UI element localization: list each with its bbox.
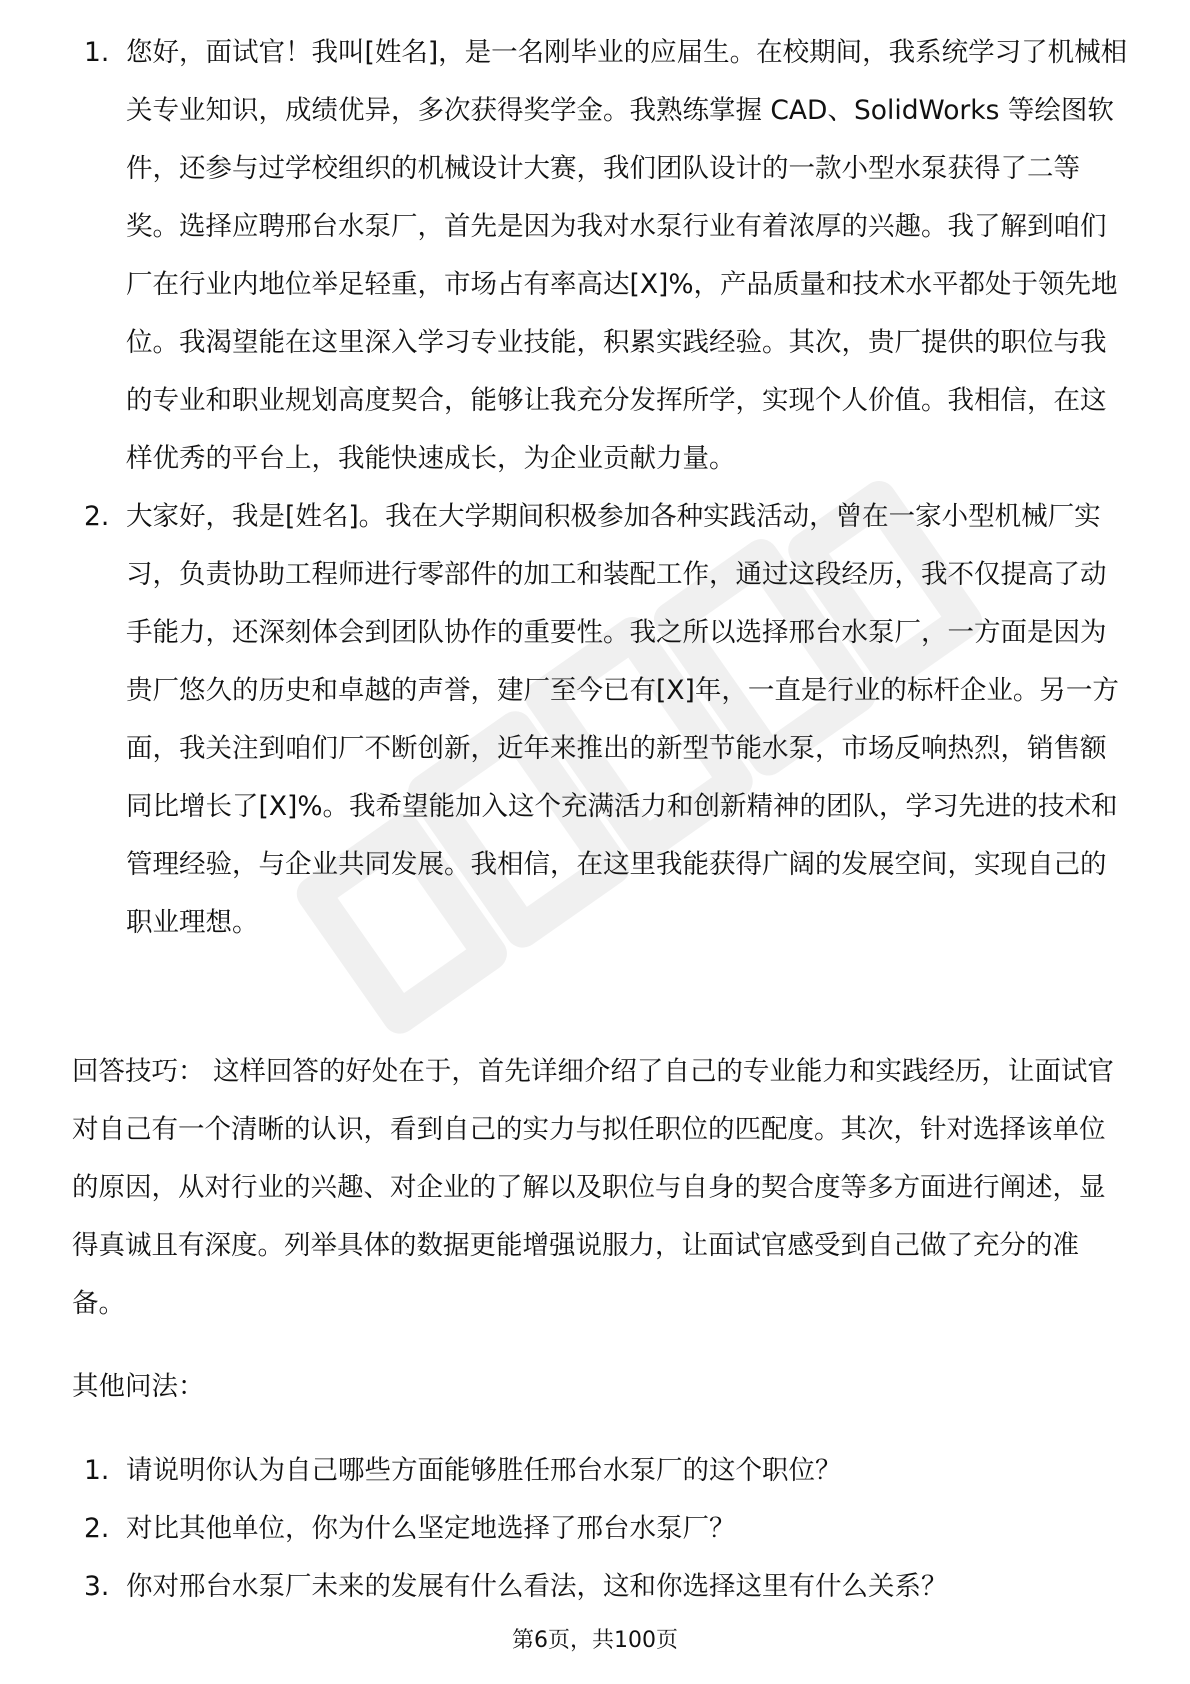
other-questions-heading: 其他问法：	[72, 1371, 205, 1402]
question-text: 请说明你认为自己哪些方面能够胜任邢台水泵厂的这个职位？	[126, 1455, 842, 1486]
question-text: 对比其他单位，你为什么坚定地选择了邢台水泵厂？	[126, 1513, 736, 1544]
page-number-footer: 第6页，共100页	[512, 1628, 678, 1653]
answer-list	[72, 24, 1128, 952]
list-item	[72, 1500, 1128, 1558]
list-number: 1.	[84, 37, 110, 68]
answer-item-2	[72, 488, 1128, 952]
answer-text: 大家好，我是[姓名]。我在大学期间积极参加各种实践活动，曾在一家小型机械厂实习，负责协助工程师进行零部件的加工和装配工作，通过这段经历，我不仅提高了动手能力，还深刻体会到团队协作的重要性。我之所以选择邢台水泵厂，一方面是因为贵厂悠久的历史和卓越的声誉，建厂至今已有[X]年，一直是行业的标杆企业。另一方面，我关注到咱们厂不断创新，近年来推出的新型节能水泵，市场反响热烈，销售额同比增长了[X]%。我希望能加入这个充满活力和创新精神的团队，学习先进的技术和管理经验，与企业共同发展。我相信，在这里我能获得广阔的发展空间，实现自己的职业理想。	[126, 501, 1119, 938]
list-number: 2.	[84, 501, 110, 532]
list-number: 1.	[84, 1455, 110, 1486]
answer-item-1	[72, 24, 1128, 488]
list-number: 3.	[84, 1571, 110, 1602]
list-number: 2.	[84, 1513, 110, 1544]
tips-text: 这样回答的好处在于，首先详细介绍了自己的专业能力和实践经历，让面试官对自己有一个清晰的认识，看到自己的实力与拟任职位的匹配度。其次，针对选择该单位的原因，从对行业的兴趣、对企业的了解以及职位与自身的契合度等多方面进行阐述，显得真诚且有深度。列举具体的数据更能增强说服力，让面试官感受到自己做了充分的准备。	[72, 1056, 1114, 1319]
list-item	[72, 1442, 1128, 1500]
answer-text: 您好，面试官！我叫[姓名]，是一名刚毕业的应届生。在校期间，我系统学习了机械相关专业知识，成绩优异，多次获得奖学金。我熟练掌握 CAD、SolidWorks 等绘图软件，还参与过学校组织的机械设计大赛，我们团队设计的一款小型水泵获得了二等奖。选择应聘邢台水泵厂，首先是因为我对水泵行业有着浓厚的兴趣。我了解到咱们厂在行业内地位举足轻重，市场占有率高达[X]%，产品质量和技术水平都处于领先地位。我渴望能在这里深入学习专业技能，积累实践经验。其次，贵厂提供的职位与我的专业和职业规划高度契合，能够让我充分发挥所学，实现个人价值。我相信，在这样优秀的平台上，我能快速成长，为企业贡献力量。	[126, 37, 1128, 474]
question-text: 你对邢台水泵厂未来的发展有什么看法，这和你选择这里有什么关系？	[126, 1571, 948, 1602]
tips-label: 回答技巧：	[72, 1056, 205, 1087]
other-questions-list	[72, 1442, 1128, 1616]
answer-tips-paragraph	[72, 1043, 1128, 1333]
list-item	[72, 1558, 1128, 1616]
